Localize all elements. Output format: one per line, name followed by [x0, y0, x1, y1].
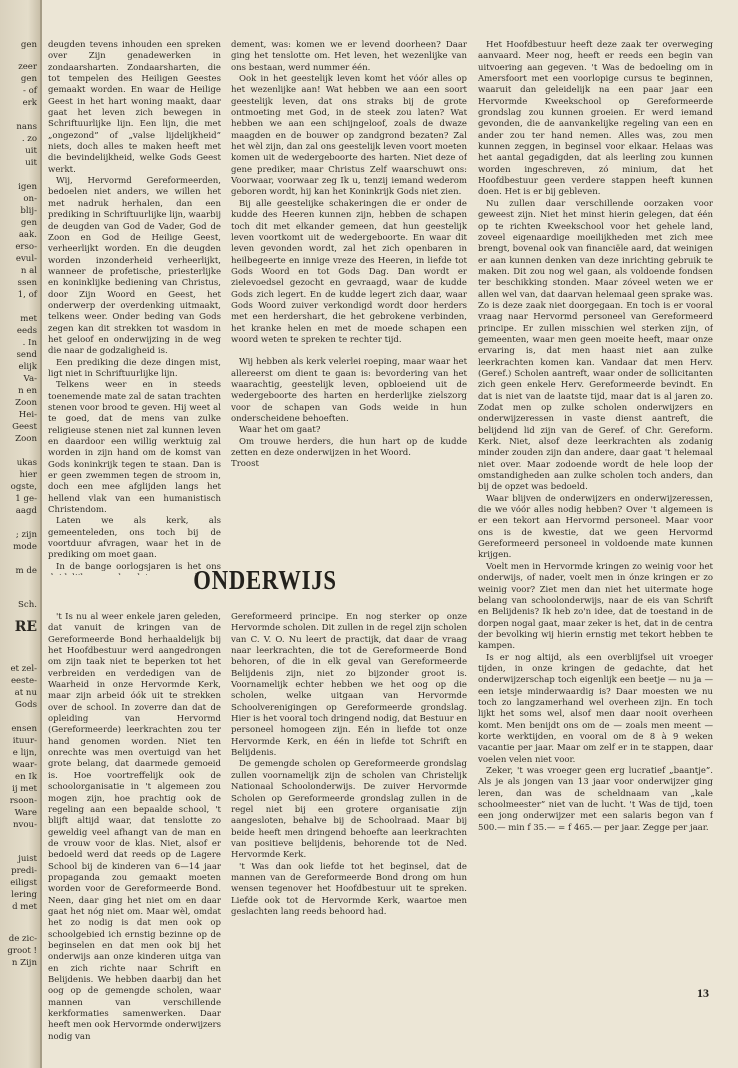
paragraph: Laten we als kerk, als gemeenteleden, ons toch bij de voortduur afvragen, waar het in de prediking om moet gaan. — [48, 516, 221, 561]
column-5 — [231, 612, 467, 982]
facing-page-fragment: gen — [20, 74, 37, 84]
facing-page-fragment: groot ! — [7, 946, 37, 956]
facing-page-fragment: uit — [25, 158, 37, 168]
facing-page-fragment: nans — [16, 122, 37, 132]
author-signature: Troost — [231, 459, 259, 470]
facing-page-fragment: aak. — [18, 230, 37, 240]
facing-page-fragment: send — [16, 350, 37, 360]
paragraph: deugden tevens inhouden een spreken over Zijn genadewerken in zondaarsharten. Zondaarsharten, die tot tempelen des Heiligen Geestes gemaakt worden. En waar de Heilige Geest in het hart woning maakt, daar gaat het leven zich bewegen in Schriftuurlijke lijn. Een lijn, die met „ongezond” of „valse lijdelijkheid” niets, doch alles te maken heeft met die bevindelijkheid, welke Gods Geest werkt. — [48, 40, 221, 175]
facing-page-fragment: ; zijn — [15, 530, 37, 540]
facing-page-fragment: blij- — [20, 206, 37, 216]
facing-page-edge — [0, 0, 42, 1068]
facing-page-fragment: lering — [11, 890, 37, 900]
paragraph: Gereformeerd principe. En nog sterker op onze Hervormde scholen. Dit zullen in de regel zijn scholen van C. V. O. Nu leert de practijk, dat daar de vraag naar leerkrachten, die tot de Gereformeerde Bond behoren, of die in elk geval van Gereformeerde Belijdenis zijn, niet zo bijzonder groot is. Voornamelijk echter hebben we het oog op die scholen, welke uitgaan van Hervormde Schoolverenigingen op Gereformeerde grondslag. Hier is het vooral toch dringend nodig, dat Bestuur en personeel homogeen zijn. Eén in liefde tot onze Hervormde Kerk, en één in liefde tot Schrift en Belijdenis. — [231, 612, 467, 759]
facing-page-fragment: Ware — [14, 808, 37, 818]
facing-page-fragment: eeste- — [10, 676, 37, 686]
section-title: ONDERWIJS — [193, 565, 337, 595]
facing-page-fragment: gen — [20, 218, 37, 228]
paragraph: Wij, Hervormd Gereformeerden, bedoelen niet anders, we willen het met nadruk herhalen, dan een prediking in Schriftuurlijke lijn, waarbij de deugden van God de Vader, God de Zoon en God de Heilige Geest, verheerlijkt worden. En die deugden worden inzonderheid verheerlijkt, wanneer de profetische, priesterlijke en koninklijke bediening van Christus, door Zijn Woord en Geest, het onderwerp der overdenking uitmaakt, telkens weer. Onder beding van Gods zegen kan dit strekken tot wasdom in het geloof en onderwijzing in de weg die naar de godzaligheid is. — [48, 176, 221, 357]
facing-page-fragment: igen — [18, 182, 37, 192]
facing-page-fragment: juist — [18, 854, 37, 864]
facing-page-fragment: Zoon — [15, 398, 37, 408]
facing-page-fragment: ij met — [12, 784, 37, 794]
paragraph: Om trouwe herders, die hun hart op de kudde zetten en deze onderwijzen in het Woord. — [231, 436, 467, 459]
facing-page-fragment: elijk — [18, 362, 37, 372]
facing-page-fragment: Hei- — [18, 410, 37, 420]
column-3 — [478, 40, 713, 1068]
facing-page-fragment: erso- — [15, 242, 37, 252]
paragraph: Waar blijven de onderwijzers en onderwijzeressen, die we vóór alles nodig hebben? Over 't algemeen is er een tekort aan Hervormd personeel. Maar voor ons is de kwestie, dat we geen Hervormd Gereformeerd personeel in voldoende mate kunnen krijgen. — [478, 493, 713, 561]
facing-page-fragment: aagd — [15, 506, 37, 516]
paragraph: Bij alle geestelijke schakeringen die er onder de kudde des Heeren kunnen zijn, hebben de schapen toch dit met elkander gemeen, dat hun geestelijk leven voortkomt uit de wedergeboorte. En waar dit leven gevonden wordt, zal het zich openbaren in heilbegeerte en innige vreze des Heeren, in liefde tot Gods Woord en tot Gods Dag. Dan wordt er zielevoedsel gezocht en gevraagd, waar de kudde Gods zich legert. En de kudde legert zich daar, waar Gods Woord zuiver verkondigd wordt door herders met een herdershart, die het gebrokene verbinden, het kranke helen en met de moede schapen een woord weten te spreken te rechter tijd. — [231, 198, 467, 345]
facing-page-fragment: erk — [22, 98, 37, 108]
facing-page-fragment: hier — [19, 470, 37, 480]
signature — [231, 459, 467, 470]
facing-page-fragment: Geest — [12, 422, 37, 432]
facing-page-fragment: Sch. — [18, 600, 37, 610]
facing-page-fragment: d met — [12, 902, 37, 912]
facing-page-fragment: zeer — [18, 62, 37, 72]
column-1 — [48, 40, 221, 575]
facing-page-fragment: ssen — [17, 278, 37, 288]
paragraph: De gemengde scholen op Gereformeerde grondslag zullen voornamelijk zijn de scholen van Christelijk Nationaal Schoolonderwijs. De zuiver Hervormde Scholen op Gereformeerde grondslag zullen in de regel niet bij een grotere organisatie zijn aangesloten, behalve bij de Schoolraad. Maar bij beide heeft men dringend behoefte aan leerkrachten van positieve belijdenis, behorende tot de Ned. Hervormde Kerk. — [231, 759, 467, 861]
facing-page-fragment: et zel- — [10, 664, 37, 674]
paragraph: dement, was: komen we er levend doorheen? Daar ging het tenslotte om. Het leven, het wezenlijke van ons bestaan, werd nummer één. — [231, 40, 467, 73]
facing-page-fragment: Va- — [23, 374, 37, 384]
facing-page-fragment: RE — [14, 619, 37, 635]
facing-page-fragment: at nu — [14, 688, 37, 698]
column-2 — [231, 40, 467, 575]
paragraph: Waar het om gaat? — [239, 425, 321, 436]
paragraph: Nu zullen daar verschillende oorzaken voor geweest zijn. Niet het minst hierin gelegen, dat één op te richten Kweekschool voor het gehele land, zoveel eigenaardige moeilijkheden met zich mee brengt, bovenal ook van financiële aard, dat weinigen er aan kunnen denken van deze inrichting gebruik te maken. Dit zou nog wel gaan, als voldoende fondsen ter beschikking stonden. Maar zóveel weten we er allen wel van, dat daarvan helemaal geen sprake was. Zo is deze zaak niet doorgegaan. En toch is er vooral vraag naar Hervormd personeel van Gereformeerd principe. Er zullen misschien wel sterken zijn, of gemeenten, waar men geen moeite heeft, maar onze ervaring is, dat men haast niet aan zulke leerkrachten komen kan. Vandaar dat men Herv. (Geref.) Scholen aantreft, waar onder de sollicitanten zich geen enkele Herv. Gereformeerde bevindt. En dat is niet van de laatste tijd, maar dat is al jaren zo. Zodat men op zulke scholen onderwijzers en onderwijzeressen in vaste dienst aantreft, die belijdend lid zijn van de Geref. of Chr. Gereform. Kerk. Niet, alsof deze leerkrachten als zodanig minder zouden zijn dan andere, daar gaat 't helemaal niet over. Maar zodoende wordt de hele loop der omstandigheden aan zulke scholen toch anders, dan bij de opzet was bedoeld. — [478, 198, 713, 493]
facing-page-fragment: ukas — [16, 458, 37, 468]
facing-page-fragment: . In — [22, 338, 37, 348]
facing-page-fragment: waar- — [12, 760, 37, 770]
facing-page-fragment: Zoon — [15, 434, 37, 444]
facing-page-fragment: nvou- — [12, 820, 37, 830]
facing-page-fragment: e lijn, — [12, 748, 37, 758]
facing-page-fragment: en Ik — [15, 772, 37, 782]
facing-page-fragment: gen — [20, 40, 37, 50]
paragraph: Is er nog altijd, als een overblijfsel uit vroeger tijden, in onze kringen de gedachte, dat het onderwijzerschap toch eigenlijk een beetje — nu ja — een ietsje minderwaardig is? Daar moesten we nu toch zo langzamerhand wel overheen zijn. En toch lijkt het soms wel, alsof men daar nooit overheen komt. Men benijdt ons om de — zoals men meent — korte werktijden, en vooral om de 8 à 9 weken vacantie per jaar. Maar om zelf er in te stappen, daar voelen velen niet voor. — [478, 652, 713, 765]
column-4 — [48, 612, 221, 1057]
facing-page-fragment: on- — [23, 194, 37, 204]
page-number: 13 — [697, 986, 709, 1000]
facing-page-fragment: 1, of — [17, 290, 37, 300]
facing-page-fragment: n al — [20, 266, 37, 276]
paragraph: 't Is nu al weer enkele jaren geleden, dat vanuit de kringen van de Gereformeerde Bond herhaaldelijk bij het Hoofdbestuur werd aangedrongen om zijn taak niet te beperken tot het verbreiden en verdedigen van de Waarheid in onze Hervormde Kerk, maar zijn arbeid óók uit te strekken over de school. In zoverre dan dat de opleiding van Hervormd (Gereformeerde) leerkrachten zou ter hand genomen worden. Niet ten onrechte was men overtuigd van het grote belang, dat daarmede gemoeid is. Hoe voortreffelijk ook de schoolorganisatie in 't algemeen zou mogen zijn, hoe prachtig ook de regeling aan een bepaalde school, 't blijft altijd waar, dat tenslotte zo geweldig veel afhangt van de man en de vrouw voor de klas. Niet, alsof er bedoeld werd dat reeds op de Lagere School bij de kinderen van 6—14 jaar propaganda zou gemaakt moeten worden voor de Gereformeerde Bond. Neen, daar ging het niet om en daar gaat het nóg niet om. Maar wèl, omdat het zo nodig is dat men ook op schoolgebied ich ernstig bezinne op de beginselen en dat men ook bij het onderwijs aan onze kinderen uitga van en zich richte naar Schrift en Belijdenis. We hebben daarbij dan het oog op de gemengde scholen, waar mannen van verschillende kerkformaties samenwerken. Daar heeft men ook Hervormde onderwijzers nodig van — [48, 612, 221, 1042]
facing-page-fragment: - of — [23, 86, 37, 96]
paragraph: Voelt men in Hervormde kringen zo weinig voor het onderwijs, of nader, voelt men in ónze kringen er zo weinig voor? Ziet men dan niet het uitermate hoge belang van schoolonderwijs, naar de eis van Schrift en Belijdenis? Ik heb zo'n idee, dat de toestand in de dorpen nogal gaat, maar zeker is het, dat in de centra der bevolking wij hierin ernstig met tekort hebben te kampen. — [478, 561, 713, 652]
paragraph: Ook in het geestelijk leven komt het vóór alles op het wezenlijke aan! Wat hebben we aan een soort geestelijk leven, dat ons straks bij de grote ontmoeting met God, in de steek zou laten? Wat hebben we aan een schijngeloof, zoals de dwaze maagden en de bouwer op zandgrond bezaten? Zal het wèl zijn, dan zal ons geestelijk leven voort moeten komen uit de wedergeboorte des harten. Niet deze of gene prediker, maar Christus Zelf waarschuwt ons: Voorwaar, voorwaar zeg Ik u, tenzij iemand wederom geboren wordt, hij kan het Koninkrijk Gods niet zien. — [231, 74, 467, 198]
facing-page-fragment: m de — [15, 566, 37, 576]
facing-page-fragment: ituur- — [12, 736, 37, 746]
facing-page-fragment: 1 ge- — [15, 494, 37, 504]
facing-page-fragment: Gods — [15, 700, 37, 710]
facing-page-fragment: de zic- — [8, 934, 37, 944]
facing-page-fragment: predi- — [11, 866, 37, 876]
facing-page-fragment: uit — [25, 146, 37, 156]
facing-page-fragment: eeds — [16, 326, 37, 336]
facing-page-fragment: ensen — [11, 724, 37, 734]
facing-page-fragment: n Zijn — [11, 958, 37, 968]
paragraph: Telkens weer en in steeds toenemende mate zal de satan trachten stenen voor brood te geven. Hij weet al te goed, dat de mens van zulke religieuse stenen niet zal kunnen leven en daardoor een willig werktuig zal worden in zijn hand om de komst van Gods koninkrijk tegen te staan. Dan is er geen zwemmen tegen de stroom in, doch een mee afglijden langs het hellend vlak van een humanistisch Christendom. — [48, 380, 221, 516]
paragraph: Zeker, 't was vroeger geen erg lucratief „baantje”. Als je als jongen van 13 jaar voor onderwijzer ging leren, dan was de scheldnaam van „kale schoolmeester” niet van de lucht. 't Was de tijd, toen een jong onderwijzer met een salaris begon van f 500.— min f 35.— = f 465.— per jaar. Zegge per jaar. — [478, 766, 713, 833]
facing-page-fragment: ogste, — [10, 482, 37, 492]
facing-page-fragment: evul- — [15, 254, 37, 264]
paragraph: In de bange oorlogsjaren is het ons — [56, 561, 221, 572]
facing-page-fragment: n en — [18, 386, 37, 396]
paragraph: Wij hebben als kerk velerlei roeping, maar waar het allereerst om dient te gaan is: bevordering van het waarachtig, geestelijk leven, opbloeiend uit de wedergeboorte des harten en herderlijke zielszorg voor de schapen van Gods weide in hun onderscheidene behoeften. — [231, 357, 467, 424]
facing-page-fragment: met — [20, 314, 37, 324]
paragraph: Een prediking die deze dingen mist, ligt niet in Schriftuurlijke lijn. — [48, 357, 221, 379]
facing-page-fragment: eiligst — [10, 878, 37, 888]
paragraph: Het Hoofdbestuur heeft deze zaak ter overweging aanvaard. Meer nog, heeft er reeds een begin van uitvoering aan gegeven. 't Was de bedoeling om in Amersfoort met een voorlopige cursus te beginnen, waaruit dan geleidelijk na een paar jaar een Hervormde Kweekschool op Gereformeerde grondslag zou kunnen groeien. Er werd iemand gevonden, die de aanvankelijke regeling van een en ander zou ter hand nemen. Alles was, zou men kunnen zeggen, in beginsel voor elkaar. Helaas was het aantal gegadigden, dat als leerling zou kunnen worden ingeschreven, zó minium, dat het Hoofdbestuur geen verdere stappen heeft kunnen doen. Het is er bij gebleven. — [478, 40, 713, 198]
facing-page-fragment: . zo — [21, 134, 37, 144]
facing-page-fragment: mode — [13, 542, 37, 552]
facing-page-fragment: rsoon- — [9, 796, 37, 806]
paragraph: 't Was dan ook liefde tot het beginsel, dat de mannen van de Gereformeerde Bond drong om hun wensen tegenover het Hoofdbestuur uit te spreken. Liefde ook tot de Hervormde Kerk, waartoe men geslachten lang reeds behoord had. — [231, 861, 467, 917]
